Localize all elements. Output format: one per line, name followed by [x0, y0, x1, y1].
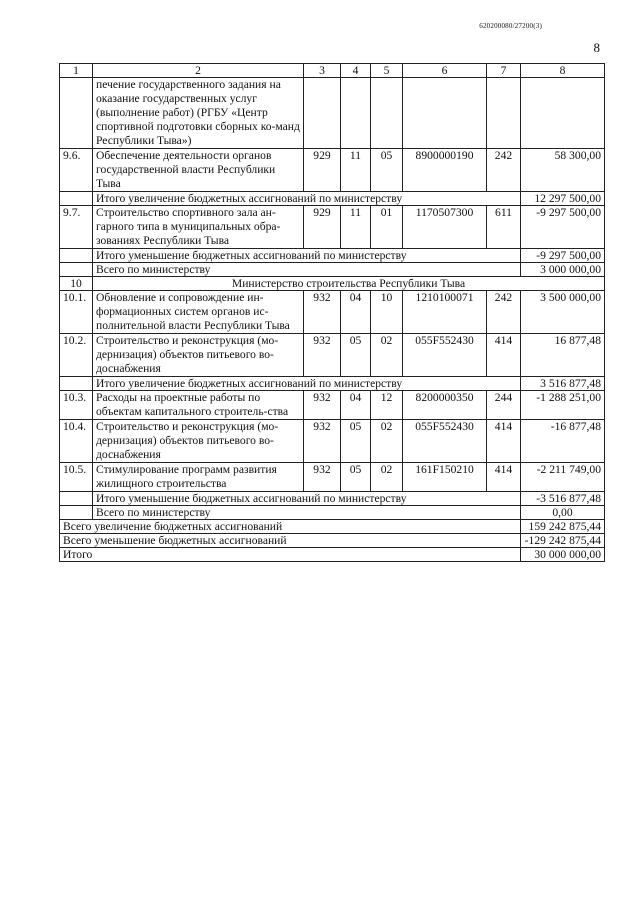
- column-header: 2: [93, 64, 304, 78]
- amount: 3 500 000,00: [521, 291, 605, 334]
- page-number: 8: [593, 40, 600, 55]
- grand-increase-amount: 159 242 875,44: [521, 520, 605, 534]
- section-number: 10: [60, 277, 93, 291]
- amount: -1 288 251,00: [521, 391, 605, 420]
- table-header-row: [60, 64, 605, 78]
- subtotal-label: Итого уменьшение бюджетных ассигнований по министерству: [93, 249, 521, 263]
- section-code: 04: [341, 391, 371, 420]
- ministry-code: 932: [304, 463, 341, 492]
- table-row: [60, 291, 605, 334]
- table-row: [60, 78, 605, 149]
- total-label: Всего по министерству: [93, 506, 521, 520]
- grand-total-amount: 30 000 000,00: [521, 548, 605, 562]
- ministry-code: 932: [304, 291, 341, 334]
- expense-type-code: 414: [487, 420, 521, 463]
- item-name: Стимулирование программ развития жилищного строительства: [93, 463, 304, 492]
- item-number: 9.7.: [60, 206, 93, 249]
- column-header: 1: [60, 64, 93, 78]
- grand-total-row: [60, 548, 605, 562]
- expense-type-code: 244: [487, 391, 521, 420]
- grand-decrease-label: Всего уменьшение бюджетных ассигнований: [60, 534, 521, 548]
- section-code: 04: [341, 291, 371, 334]
- ministry-code: 932: [304, 420, 341, 463]
- grand-decrease-amount: -129 242 875,44: [521, 534, 605, 548]
- amount: -16 877,48: [521, 420, 605, 463]
- expense-type-code: 242: [487, 149, 521, 192]
- target-article-code: 8200000350: [403, 391, 487, 420]
- subtotal-label: Итого увеличение бюджетных ассигнований по министерству: [93, 377, 521, 391]
- total-amount: 0,00: [521, 506, 605, 520]
- item-number: 10.2.: [60, 334, 93, 377]
- subsection-code: 01: [371, 206, 403, 249]
- table-row: [60, 391, 605, 420]
- column-header: 5: [371, 64, 403, 78]
- table-row: [60, 334, 605, 377]
- ministry-code: 932: [304, 334, 341, 377]
- expense-type-code: 414: [487, 463, 521, 492]
- grand-increase-row: [60, 520, 605, 534]
- subtotal-amount: 3 516 877,48: [521, 377, 605, 391]
- amount: 58 300,00: [521, 149, 605, 192]
- column-header: 3: [304, 64, 341, 78]
- section-code: 05: [341, 420, 371, 463]
- section-code: 05: [341, 463, 371, 492]
- item-number: 10.1.: [60, 291, 93, 334]
- subsection-code: 02: [371, 334, 403, 377]
- section-header-row: [60, 277, 605, 291]
- column-header: 7: [487, 64, 521, 78]
- item-name: Обновление и сопровождение ин-формационных систем органов ис-полнительной власти Республики Тыва: [93, 291, 304, 334]
- target-article-code: 1210100071: [403, 291, 487, 334]
- subsection-code: 02: [371, 463, 403, 492]
- document-code: 620200080/27200(3): [479, 22, 542, 30]
- item-name: Строительство и реконструкция (мо-дернизация) объектов питьевого во-доснабжения: [93, 420, 304, 463]
- subtotal-amount: 12 297 500,00: [521, 192, 605, 206]
- amount: 16 877,48: [521, 334, 605, 377]
- ministry-code: 932: [304, 391, 341, 420]
- grand-total-label: Итого: [60, 548, 521, 562]
- ministry-code: 929: [304, 149, 341, 192]
- grand-increase-label: Всего увеличение бюджетных ассигнований: [60, 520, 521, 534]
- item-number: 10.3.: [60, 391, 93, 420]
- expense-type-code: 414: [487, 334, 521, 377]
- subsection-code: 02: [371, 420, 403, 463]
- item-number: 10.4.: [60, 420, 93, 463]
- subsection-code: 10: [371, 291, 403, 334]
- grand-decrease-row: [60, 534, 605, 548]
- section-code: 05: [341, 334, 371, 377]
- subsection-code: 05: [371, 149, 403, 192]
- item-number: 10.5.: [60, 463, 93, 492]
- total-label: Всего по министерству: [93, 263, 521, 277]
- item-number: 9.6.: [60, 149, 93, 192]
- subtotal-row: [60, 377, 605, 391]
- table-row: [60, 149, 605, 192]
- total-amount: 3 000 000,00: [521, 263, 605, 277]
- budget-table: [59, 63, 605, 562]
- amount: -9 297 500,00: [521, 206, 605, 249]
- amount: -2 211 749,00: [521, 463, 605, 492]
- item-name: Обеспечение деятельности органов государственной власти Республики Тыва: [93, 149, 304, 192]
- table-row: [60, 206, 605, 249]
- subtotal-amount: -3 516 877,48: [521, 492, 605, 506]
- item-name: Строительство и реконструкция (мо-дернизация) объектов питьевого во-доснабжения: [93, 334, 304, 377]
- table-row: [60, 463, 605, 492]
- column-header: 4: [341, 64, 371, 78]
- subtotal-label: Итого уменьшение бюджетных ассигнований по министерству: [93, 492, 521, 506]
- target-article-code: 055F552430: [403, 334, 487, 377]
- item-name: печение государственного задания на оказание государственных услуг (выполнение работ) (РГБУ «Центр спортивной подготовки сборных ко-манд Республики Тыва»): [93, 78, 304, 149]
- column-header: 6: [403, 64, 487, 78]
- target-article-code: 1170507300: [403, 206, 487, 249]
- column-header: 8: [521, 64, 605, 78]
- subtotal-row: [60, 249, 605, 263]
- subtotal-row: [60, 492, 605, 506]
- target-article-code: 8900000190: [403, 149, 487, 192]
- expense-type-code: 611: [487, 206, 521, 249]
- table-row: [60, 420, 605, 463]
- item-name: Строительство спортивного зала ан-гарного типа в муниципальных обра-зованиях Республики Тыва: [93, 206, 304, 249]
- subsection-code: 12: [371, 391, 403, 420]
- subtotal-label: Итого увеличение бюджетных ассигнований по министерству: [93, 192, 521, 206]
- target-article-code: 161F150210: [403, 463, 487, 492]
- section-code: 11: [341, 149, 371, 192]
- total-row: [60, 263, 605, 277]
- total-row: [60, 506, 605, 520]
- section-title: Министерство строительства Республики Тыва: [93, 277, 605, 291]
- subtotal-row: [60, 192, 605, 206]
- ministry-code: 929: [304, 206, 341, 249]
- section-code: 11: [341, 206, 371, 249]
- target-article-code: 055F552430: [403, 420, 487, 463]
- subtotal-amount: -9 297 500,00: [521, 249, 605, 263]
- item-name: Расходы на проектные работы по объектам капитального строитель-ства: [93, 391, 304, 420]
- expense-type-code: 242: [487, 291, 521, 334]
